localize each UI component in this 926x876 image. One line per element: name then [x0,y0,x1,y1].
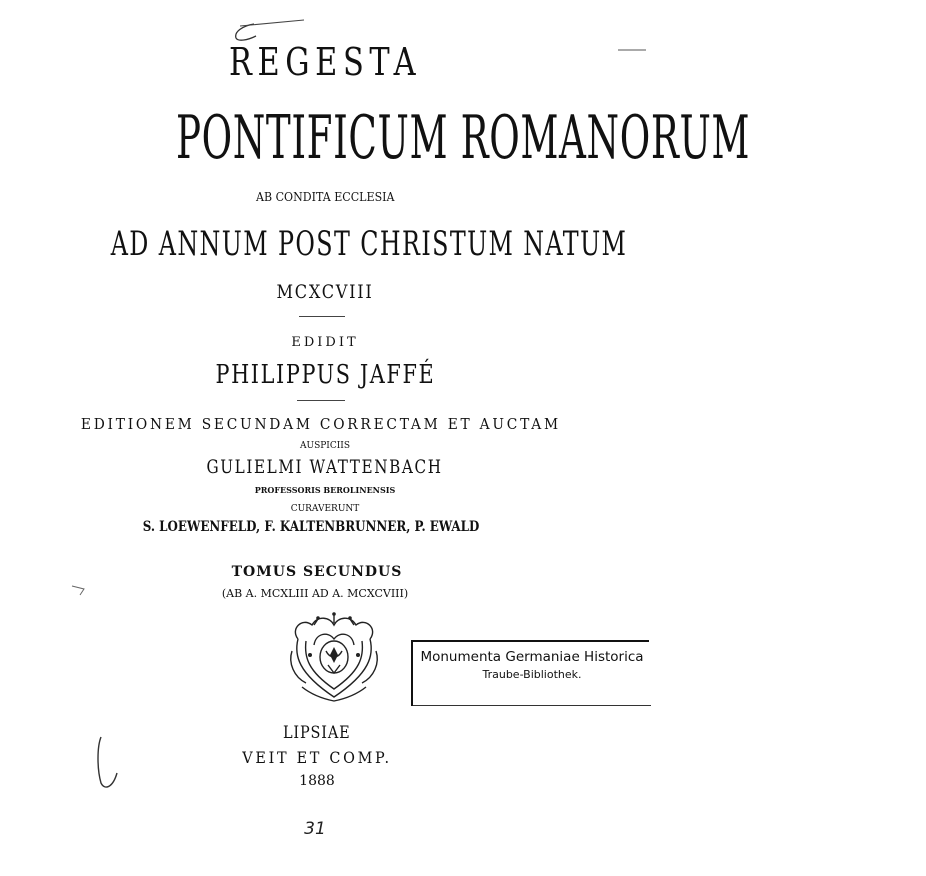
edition-line: EDITIONEM SECUNDAM CORRECTAM ET AUCTAM [80,415,562,433]
edidit-label: EDIDIT [291,335,359,350]
margin-mark-icon [70,583,90,597]
divider-rule [299,316,345,317]
stamp-institution: Monumenta Germaniae Historica [420,649,644,665]
end-year: MCXCVIII [276,281,374,303]
auspiciis-label: AUSPICIIS [299,441,351,451]
stamp-library: Traube-Bibliothek. [482,668,582,681]
curaverunt-label: CURAVERUNT [290,504,360,514]
subtitle: AB CONDITA ECCLESIA [255,190,395,204]
stamp-border [413,705,651,706]
editor-name: PHILIPPUS JAFFÉ [215,360,435,390]
publication-year: 1888 [299,773,335,789]
title-line-regesta: REGESTA [228,40,422,84]
patron-name: GULIELMI WATTENBACH [206,456,444,478]
place: LIPSIAE [283,723,351,743]
volume-title: TOMUS SECUNDUS [231,564,403,580]
period-line: AD ANNUM POST CHRISTUM NATUM [110,224,628,264]
volume-range: (AB A. MCXLIII AD A. MCXCVIII) [221,587,409,600]
corner-mark-icon [618,48,646,52]
title-line-pontificum: PONTIFICUM ROMANORUM [175,103,751,173]
publisher-crest-icon [284,611,384,703]
publisher: VEIT ET COMP. [242,748,392,767]
handwritten-number: 31 [304,819,326,839]
revisers-names: S. LOEWENFELD, F. KALTENBRUNNER, P. EWALD [142,519,480,535]
library-stamp [411,640,649,706]
patron-title: PROFESSORIS BEROLINENSIS [254,485,396,495]
divider-rule [297,400,345,401]
